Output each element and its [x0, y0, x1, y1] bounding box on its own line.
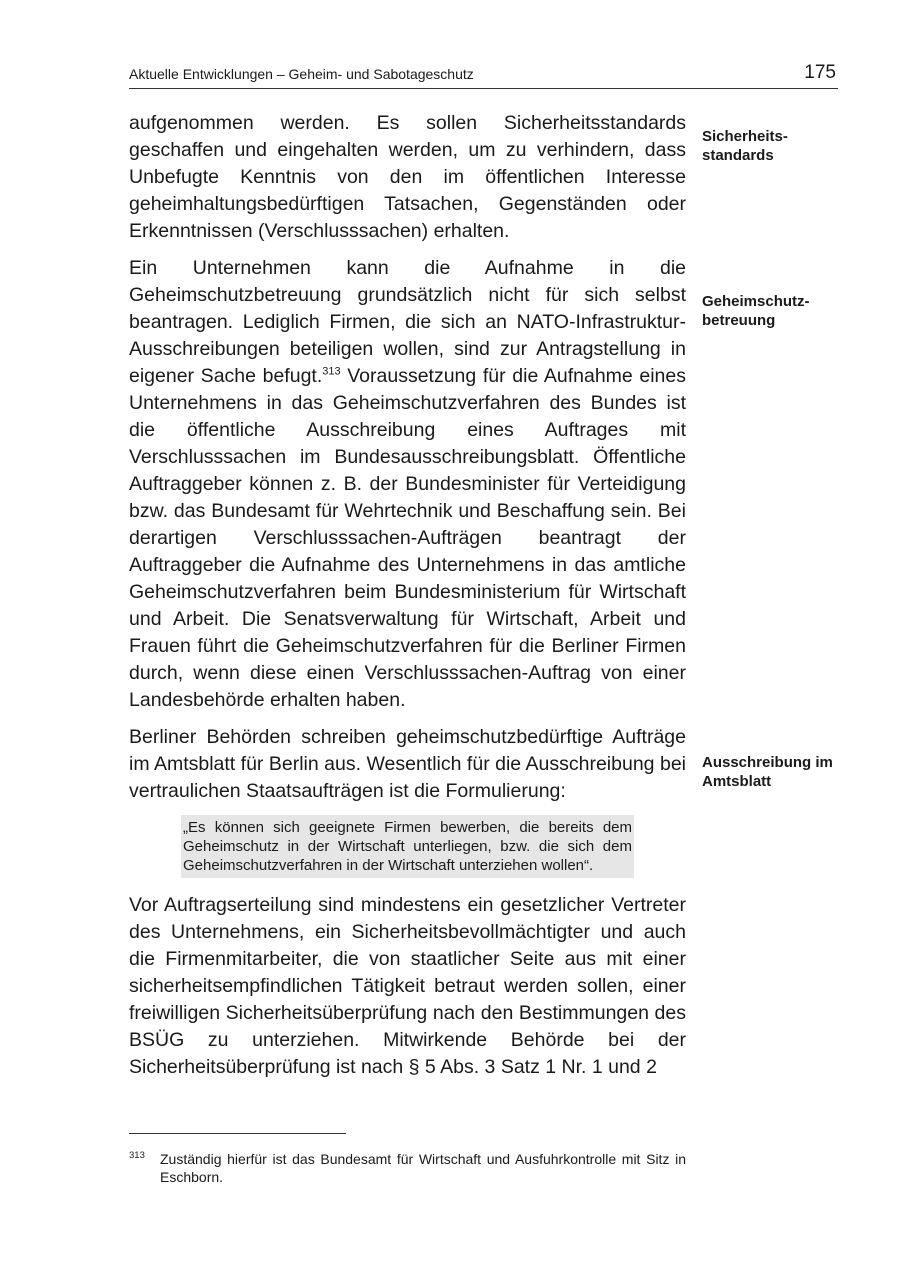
paragraph-security-standards: aufgenommen werden. Es sollen Sicherheitsstandards geschaffen und eingehalten werden, um zu verhindern, dass Unbefugte Kenntnis von den im öffentlichen Interesse geheimhaltungsbedürftigen Tatsachen, Gegenständen oder Erkenntnissen (Verschlusssachen) erhalten.: [129, 112, 686, 242]
marginal-line: Geheimschutz-: [702, 293, 810, 310]
marginal-line: Ausschreibung im: [702, 754, 833, 771]
running-title: Aktuelle Entwicklungen – Geheim- und Sabotageschutz: [129, 66, 474, 82]
footnote-text: Zuständig hierfür ist das Bundesamt für Wirtschaft und Ausfuhrkontrolle mit Sitz in Eschborn.: [160, 1151, 686, 1185]
footnote-reference[interactable]: 313: [322, 365, 341, 378]
marginal-note-secrecy-support: [702, 292, 862, 330]
marginal-note-tender: [702, 753, 862, 791]
marginal-line: betreuung: [702, 312, 776, 329]
paragraph-text: Ein Unternehmen kann die Aufnahme in die Geheimschutzbetreuung grundsätzlich nicht für sich selbst beantragen. Lediglich Firmen, die sich an NATO-Infrastruktur-Ausschreibungen beteiligen wollen, sind zur Antragstellung in eigener Sache befugt.: [129, 257, 686, 387]
page-number: 175: [804, 62, 836, 83]
marginal-note-security-standards: [702, 127, 862, 165]
paragraph-tender: Berliner Behörden schreiben geheimschutzbedürftige Aufträge im Amtsblatt für Berlin aus. Wesentlich für die Ausschreibung bei vertraulichen Staatsaufträgen ist die Formulierung:: [129, 726, 686, 802]
marginal-line: Amtsblatt: [702, 773, 772, 790]
footnote: [129, 1150, 686, 1186]
main-text: [129, 110, 686, 1091]
marginal-line: Sicherheits-: [702, 128, 788, 145]
page-header: [129, 62, 838, 89]
quote-block: „Es können sich geeignete Firmen bewerben, die bereits dem Geheimschutz in der Wirtschaft unterliegen, bzw. die sich dem Geheimschutzverfahren in der Wirtschaft unterziehen wollen“.: [181, 815, 634, 878]
footnote-separator: [129, 1133, 346, 1134]
paragraph-secrecy-support: [129, 255, 686, 714]
footnote-number: 313: [129, 1150, 145, 1161]
marginal-line: standards: [702, 147, 774, 164]
paragraph-text: Voraussetzung für die Aufnahme eines Unternehmens in das Geheimschutzverfahren des Bundes ist die öffentliche Ausschreibung eines Auftrages mit Verschlusssachen im Bundesausschreibungsblatt. Öffentliche Auftraggeber können z. B. der Bundesminister für Verteidigung bzw. das Bundesamt für Wehrtechnik und Beschaffung sein. Bei derartigen Verschlusssachen-Aufträgen beantragt der Auftraggeber die Aufnahme des Unternehmens in das amtliche Geheimschutzverfahren beim Bundesministerium für Wirtschaft und Arbeit. Die Senatsverwaltung für Wirtschaft, Arbeit und Frauen führt die Geheimschutzverfahren für die Berliner Firmen durch, wenn diese einen Verschlusssachen-Auftrag von einer Landesbehörde erhalten haben.: [129, 365, 686, 711]
paragraph-clearance: Vor Auftragserteilung sind mindestens ein gesetzlicher Vertreter des Unternehmens, ein Sicherheitsbevollmächtigter und auch die Firmenmitarbeiter, die von staatlicher Seite aus mit einer sicherheitsempfindlichen Tätigkeit betraut werden sollen, einer freiwilligen Sicherheitsüberprüfung nach den Bestimmungen des BSÜG zu unterziehen. Mitwirkende Behörde bei der Sicherheitsüberprüfung ist nach § 5 Abs. 3 Satz 1 Nr. 1 und 2: [129, 894, 686, 1078]
